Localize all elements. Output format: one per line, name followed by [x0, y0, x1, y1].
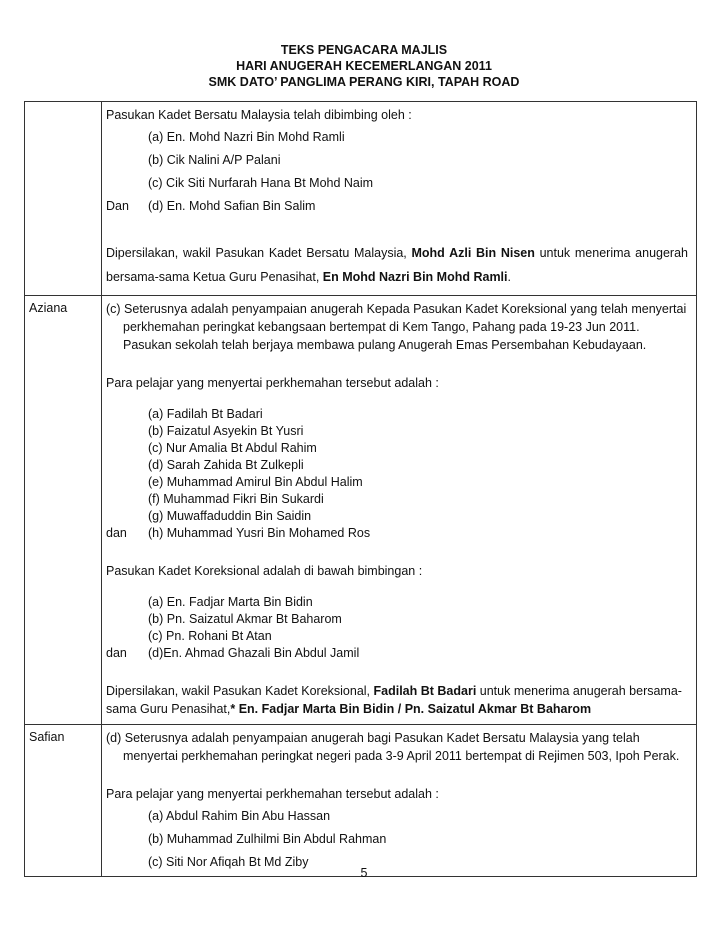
list-item: (b) Muhammad Zulhilmi Bin Abdul Rahman	[148, 832, 387, 846]
header-event: HARI ANUGERAH KECEMERLANGAN 2011	[236, 59, 492, 73]
list-item: (a) En. Mohd Nazri Bin Mohd Ramli	[148, 130, 345, 144]
list-item: (b) Cik Nalini A/P Palani	[148, 153, 281, 167]
list-item: (b) Pn. Saizatul Akmar Bt Baharom	[148, 612, 342, 626]
student-list	[106, 808, 386, 874]
list-item: (b) Faizatul Asyekin Bt Yusri	[148, 424, 304, 438]
advisor-name: * En. Fadjar Marta Bin Bidin / Pn. Saizatul Akmar Bt Baharom	[230, 702, 592, 716]
list-item: (f) Muhammad Fikri Bin Sukardi	[148, 492, 324, 506]
recipient-name: Mohd Azli Bin Nisen	[411, 246, 535, 260]
list-item: (c) Pn. Rohani Bt Atan	[148, 629, 272, 643]
list-item: (e) Muhammad Amirul Bin Abdul Halim	[148, 475, 363, 489]
page-number: 5	[360, 866, 368, 880]
teachers-intro: Pasukan Kadet Koreksional adalah di bawah bimbingan :	[106, 564, 423, 578]
list-item: (a) Abdul Rahim Bin Abu Hassan	[148, 809, 331, 823]
invitation-text: Dipersilakan, wakil Pasukan Kadet Koreksional, Fadilah Bt Badari untuk menerima anugerah bersama-sama Guru Penasihat,* En. Fadjar Marta Bin Bidin / Pn. Saizatul Akmar Bt Baharom	[106, 684, 682, 716]
students-intro: Para pelajar yang menyertai perkhemahan tersebut adalah :	[106, 376, 439, 390]
list-item: (c) Siti Nor Afiqah Bt Md Ziby	[148, 855, 309, 869]
coach-intro: Pasukan Kadet Bersatu Malaysia telah dibimbing oleh :	[106, 108, 412, 122]
header-school: SMK DATO’ PANGLIMA PERANG KIRI, TAPAH ROAD	[208, 75, 520, 89]
list-item: (c) Nur Amalia Bt Abdul Rahim	[148, 441, 317, 455]
content-cell	[102, 296, 697, 725]
content-cell	[102, 102, 697, 296]
speaker-cell: Aziana	[25, 296, 102, 725]
invitation-text: Dipersilakan, wakil Pasukan Kadet Bersatu Malaysia, Mohd Azli Bin Nisen untuk menerima anugerah bersama-sama Ketua Guru Penasihat, En Mohd Nazri Bin Mohd Ramli.	[106, 246, 689, 284]
script-row	[25, 296, 697, 725]
students-intro: Para pelajar yang menyertai perkhemahan tersebut adalah :	[106, 787, 439, 801]
student-list	[106, 406, 370, 542]
list-item: (a) Fadilah Bt Badari	[148, 407, 263, 421]
script-table	[24, 101, 697, 877]
award-paragraph: (c) Seterusnya adalah penyampaian anugerah Kepada Pasukan Kadet Koreksional yang telah menyertai perkhemahan peringkat kebangsaan bertempat di Kem Tango, Pahang pada 19-23 Jun 2011. Pasukan sekolah telah berjaya membawa pulang Anugerah Emas Persembahan Kebudayaan.	[106, 302, 687, 352]
list-item: Dan (d) En. Mohd Safian Bin Salim	[106, 199, 316, 213]
speaker-cell	[25, 102, 102, 296]
header-title: TEKS PENGACARA MAJLIS	[280, 43, 448, 57]
list-item: dan (d)En. Ahmad Ghazali Bin Abdul Jamil	[106, 646, 360, 660]
list-item: (g) Muwaffaduddin Bin Saidin	[148, 509, 312, 523]
script-row	[25, 102, 697, 296]
list-item: (a) En. Fadjar Marta Bin Bidin	[148, 595, 313, 609]
list-item: (c) Cik Siti Nurfarah Hana Bt Mohd Naim	[148, 176, 374, 190]
speaker-cell: Safian	[25, 725, 102, 877]
award-paragraph: (d) Seterusnya adalah penyampaian anugerah bagi Pasukan Kadet Bersatu Malaysia yang telah menyertai perkhemahan peringkat negeri pada 3-9 April 2011 bertempat di Rejimen 503, Ipoh Perak.	[106, 731, 680, 763]
document-header	[0, 42, 728, 90]
coach-list	[106, 129, 373, 221]
list-item: (d) Sarah Zahida Bt Zulkepli	[148, 458, 304, 472]
advisor-name: En Mohd Nazri Bin Mohd Ramli	[322, 270, 508, 284]
teacher-list	[106, 594, 359, 662]
list-item: dan (h) Muhammad Yusri Bin Mohamed Ros	[106, 526, 371, 540]
script-row	[25, 725, 697, 877]
recipient-name: Fadilah Bt Badari	[373, 684, 477, 698]
content-cell	[102, 725, 697, 877]
